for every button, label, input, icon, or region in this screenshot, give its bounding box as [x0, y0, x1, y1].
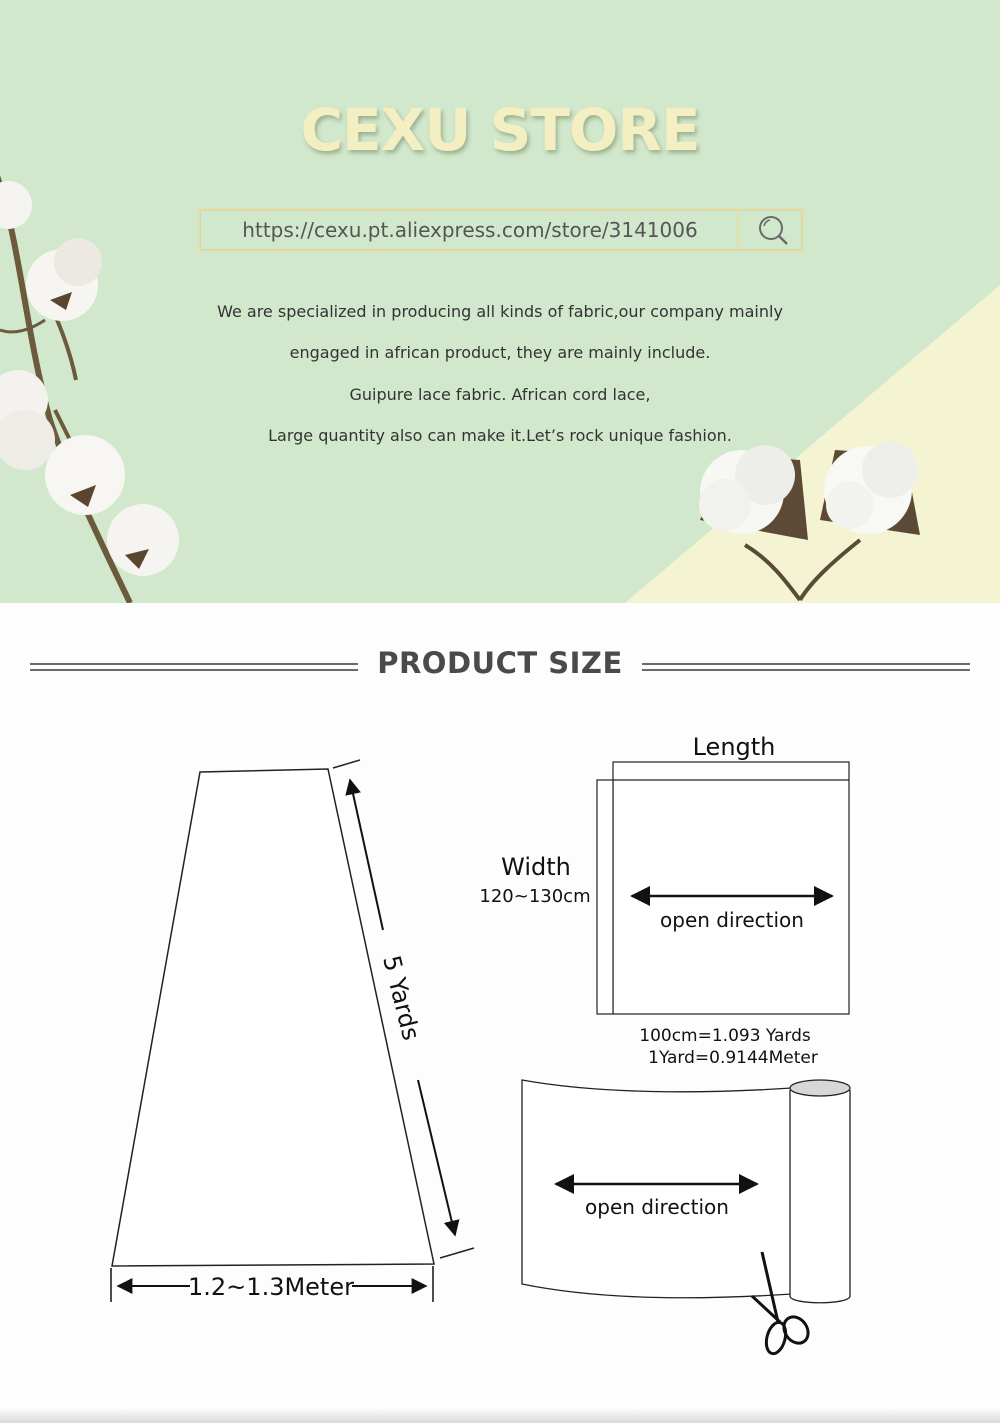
product-size-diagram [0, 700, 1000, 1408]
store-url-bar [198, 208, 804, 252]
store-url-text: https://cexu.pt.aliexpress.com/store/3141006 [242, 218, 698, 242]
fabric-length-label: 5 Yards [377, 952, 426, 1044]
store-banner [0, 0, 1000, 603]
store-name: CEXU STORE [300, 96, 700, 164]
url-bar-divider [737, 212, 739, 248]
roll-open-direction-label: open direction [585, 1195, 729, 1219]
bottom-edge-shadow [0, 1408, 1000, 1423]
width-label: Width [501, 853, 571, 881]
heading-rule-right-bottom [642, 669, 970, 671]
width-value: 120~130cm [479, 886, 591, 907]
description-line-4: Large quantity also can make it.Let’s rock unique fashion. [268, 426, 732, 445]
fabric-width-label: 1.2~1.3Meter [188, 1273, 354, 1301]
description-line-1: We are specialized in producing all kinds of fabric,our company mainly [217, 302, 783, 321]
description-line-3: Guipure lace fabric. African cord lace, [349, 385, 651, 404]
conversion-line-2: 1Yard=0.9144Meter [648, 1048, 818, 1068]
section-title: PRODUCT SIZE [377, 646, 623, 680]
heading-rule-right-top [642, 663, 970, 665]
search-icon [748, 214, 798, 246]
conversion-line-1: 100cm=1.093 Yards [639, 1026, 811, 1046]
fabric-roll [522, 1080, 850, 1303]
length-label: Length [692, 733, 776, 761]
open-direction-label: open direction [660, 908, 804, 932]
search-button[interactable] [748, 214, 798, 246]
fabric-sheet [597, 762, 849, 1014]
description-line-2: engaged in african product, they are mainly include. [289, 343, 711, 362]
